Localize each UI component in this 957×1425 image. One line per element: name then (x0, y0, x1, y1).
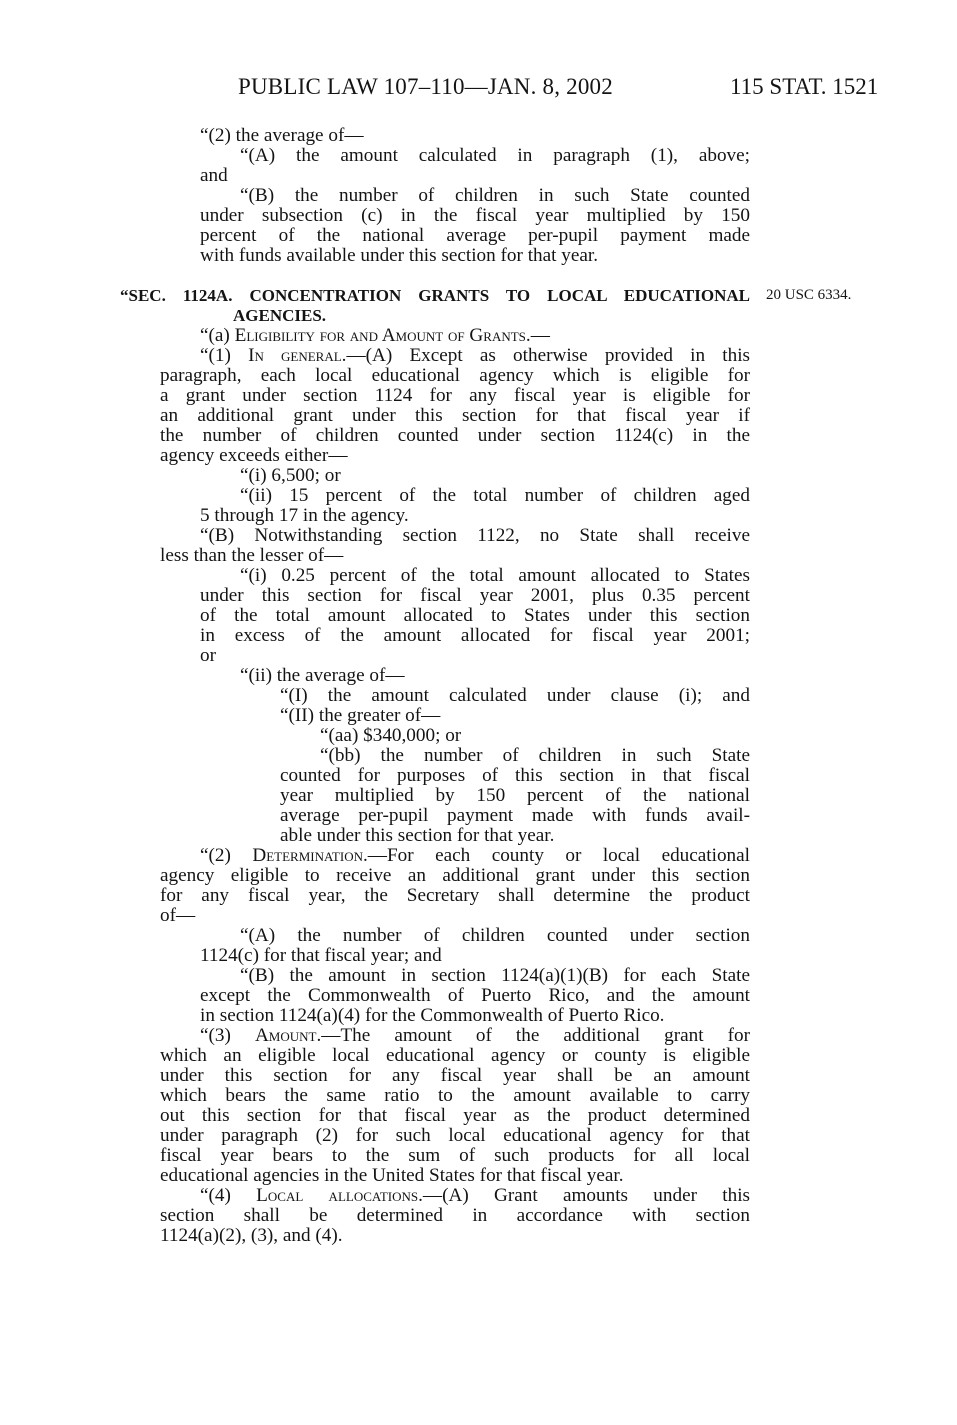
body-text (120, 125, 751, 1246)
text-line: under this section for fiscal year 2001, plus 0.35 percent (200, 585, 750, 606)
text-line: in section 1124(a)(4) for the Commonwealth of Puerto Rico. (200, 1005, 665, 1026)
text-line: fiscal year bears to the sum of such products for all local (160, 1145, 750, 1166)
text-line: “(i) 0.25 percent of the total amount allocated to States (240, 565, 750, 586)
text-line: 1124(a)(2), (3), and (4). (160, 1225, 343, 1246)
text-line: under subsection (c) in the fiscal year multiplied by 150 (200, 205, 750, 226)
text-line: of— (160, 905, 196, 926)
text-line: “(a) Eligibility for and Amount of Grants.— (200, 325, 550, 346)
text-line: 1124(c) for that fiscal year; and (200, 945, 442, 966)
text-line: “(aa) $340,000; or (320, 725, 462, 746)
text-line: out this section for that fiscal year as the product determined (160, 1105, 750, 1126)
text-line: “(i) 6,500; or (240, 465, 341, 486)
text-line: “(ii) 15 percent of the total number of children aged (240, 485, 750, 506)
text-line: or (200, 645, 216, 666)
text-line: an additional grant under this section for that fiscal year if (160, 405, 750, 426)
text-line: “(bb) the number of children in such State (320, 745, 750, 766)
text-line: “(3) Amount.—The amount of the additional grant for (200, 1025, 751, 1046)
text-line: agency exceeds either— (160, 445, 348, 466)
text-line: less than the lesser of— (160, 545, 344, 566)
text-line: agency eligible to receive an additional grant under this section (160, 865, 750, 886)
text-line: with funds available under this section for that year. (200, 245, 599, 266)
section-heading-cont: AGENCIES. (233, 306, 327, 325)
text-line: paragraph, each local educational agency which is eligible for (160, 365, 750, 386)
text-line: “(I) the amount calculated under clause (i); and (280, 685, 750, 706)
text-line: “(4) Local allocations.—(A) Grant amounts under this (200, 1185, 750, 1206)
text-line: which an eligible local educational agency or county is eligible (160, 1045, 750, 1066)
text-line: “(2) the average of— (200, 125, 364, 146)
text-line: “(A) the number of children counted under section (240, 925, 750, 946)
text-line: under paragraph (2) for such local educational agency for that (160, 1125, 750, 1146)
text-line: and (200, 165, 228, 186)
text-line: average per-pupil payment made with funds avail- (280, 805, 750, 826)
text-line: a grant under section 1124 for any fiscal year is eligible for (160, 385, 750, 406)
text-line: for any fiscal year, the Secretary shall determine the product (160, 885, 750, 906)
text-line: educational agencies in the United States for that fiscal year. (160, 1165, 624, 1186)
text-line: year multiplied by 150 percent of the national (280, 785, 750, 806)
text-line: counted for purposes of this section in that fiscal (280, 765, 750, 786)
text-line: “(1) In general.—(A) Except as otherwise provided in this (200, 345, 751, 366)
text-line: under this section for any fiscal year shall be an amount (160, 1065, 750, 1086)
text-line: 5 through 17 in the agency. (200, 505, 409, 526)
text-line: “(A) the amount calculated in paragraph (1), above; (240, 145, 750, 166)
text-line: in excess of the amount allocated for fiscal year 2001; (200, 625, 750, 646)
header-stat-page: 115 STAT. 1521 (730, 74, 879, 99)
text-line: “(ii) the average of— (240, 665, 405, 686)
text-line: except the Commonwealth of Puerto Rico, and the amount (200, 985, 750, 1006)
text-line: “(II) the greater of— (280, 705, 441, 726)
text-line: the number of children counted under section 1124(c) in the (160, 425, 750, 446)
page-header (0, 74, 957, 108)
text-line: which bears the same ratio to the amount available to carry (160, 1085, 750, 1106)
text-line: “(2) Determination.—For each county or local educational (200, 845, 750, 866)
text-line: section shall be determined in accordance with section (160, 1205, 750, 1226)
section-heading: “SEC. 1124A. CONCENTRATION GRANTS TO LOCAL EDUCATIONAL (120, 286, 750, 305)
text-line: “(B) Notwithstanding section 1122, no State shall receive (200, 525, 750, 546)
margin-citation: 20 USC 6334. (766, 287, 852, 303)
text-line: “(B) the number of children in such State counted (240, 185, 750, 206)
text-line: “(B) the amount in section 1124(a)(1)(B) for each State (240, 965, 750, 986)
text-line: of the total amount allocated to States under this section (200, 605, 750, 626)
text-line: able under this section for that year. (280, 825, 555, 846)
header-title: PUBLIC LAW 107–110—JAN. 8, 2002 (238, 74, 613, 99)
text-line: percent of the national average per-pupil payment made (200, 225, 750, 246)
